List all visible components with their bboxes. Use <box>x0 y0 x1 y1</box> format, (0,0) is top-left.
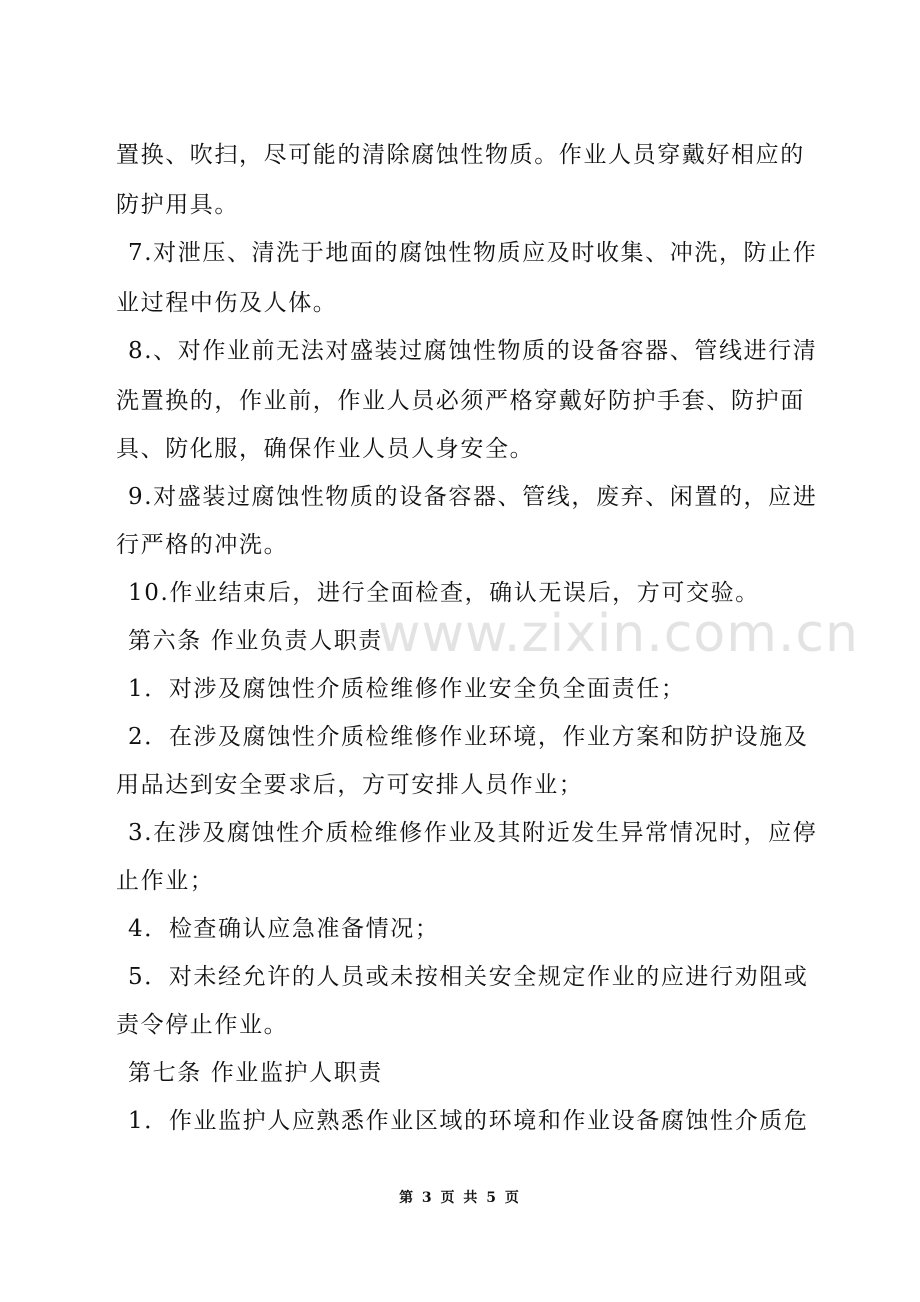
list-item-2: 2．在涉及腐蚀性介质检维修作业环境，作业方案和防护设施及 <box>128 724 809 750</box>
text-line: 业过程中伤及人体。 <box>116 290 338 316</box>
list-item-1: 1．对涉及腐蚀性介质检维修作业安全负全面责任； <box>128 676 686 702</box>
watermark: www.zixin.com.cn <box>378 604 859 664</box>
list-item-3: 3.在涉及腐蚀性介质检维修作业及其附近发生异常情况时，应停 <box>128 820 818 846</box>
list-item-7: 7.对泄压、清洗于地面的腐蚀性物质应及时收集、冲洗，防止作 <box>128 240 818 266</box>
section-heading-article-6: 第六条 作业负责人职责 <box>128 628 383 654</box>
text-line: 止作业； <box>116 868 215 894</box>
text-line: 用品达到安全要求后，方可安排人员作业； <box>116 772 584 798</box>
list-item-10: 10.作业结束后，进行全面检查，确认无误后，方可交验。 <box>128 580 760 606</box>
list-item-1: 1．作业监护人应熟悉作业区域的环境和作业设备腐蚀性介质危 <box>128 1108 809 1134</box>
text-line: 行严格的冲洗。 <box>116 532 289 558</box>
text-line: 防护用具。 <box>116 192 239 218</box>
text-line: 洗置换的，作业前，作业人员必须严格穿戴好防护手套、防护面 <box>116 388 805 414</box>
page-footer: 第 3 页 共 5 页 <box>399 1190 521 1206</box>
list-item-5: 5．对未经允许的人员或未按相关安全规定作业的应进行劝阻或 <box>128 964 809 990</box>
section-heading-article-7: 第七条 作业监护人职责 <box>128 1060 383 1086</box>
list-item-8: 8.、对作业前无法对盛装过腐蚀性物质的设备容器、管线进行清 <box>128 338 818 364</box>
list-item-4: 4．检查确认应急准备情况； <box>128 916 440 942</box>
text-line: 置换、吹扫，尽可能的清除腐蚀性物质。作业人员穿戴好相应的 <box>116 142 805 168</box>
text-line: 具、防化服，确保作业人员人身安全。 <box>116 436 535 462</box>
list-item-9: 9.对盛装过腐蚀性物质的设备容器、管线，废弃、闲置的，应进 <box>128 484 818 510</box>
text-line: 责令停止作业。 <box>116 1012 289 1038</box>
